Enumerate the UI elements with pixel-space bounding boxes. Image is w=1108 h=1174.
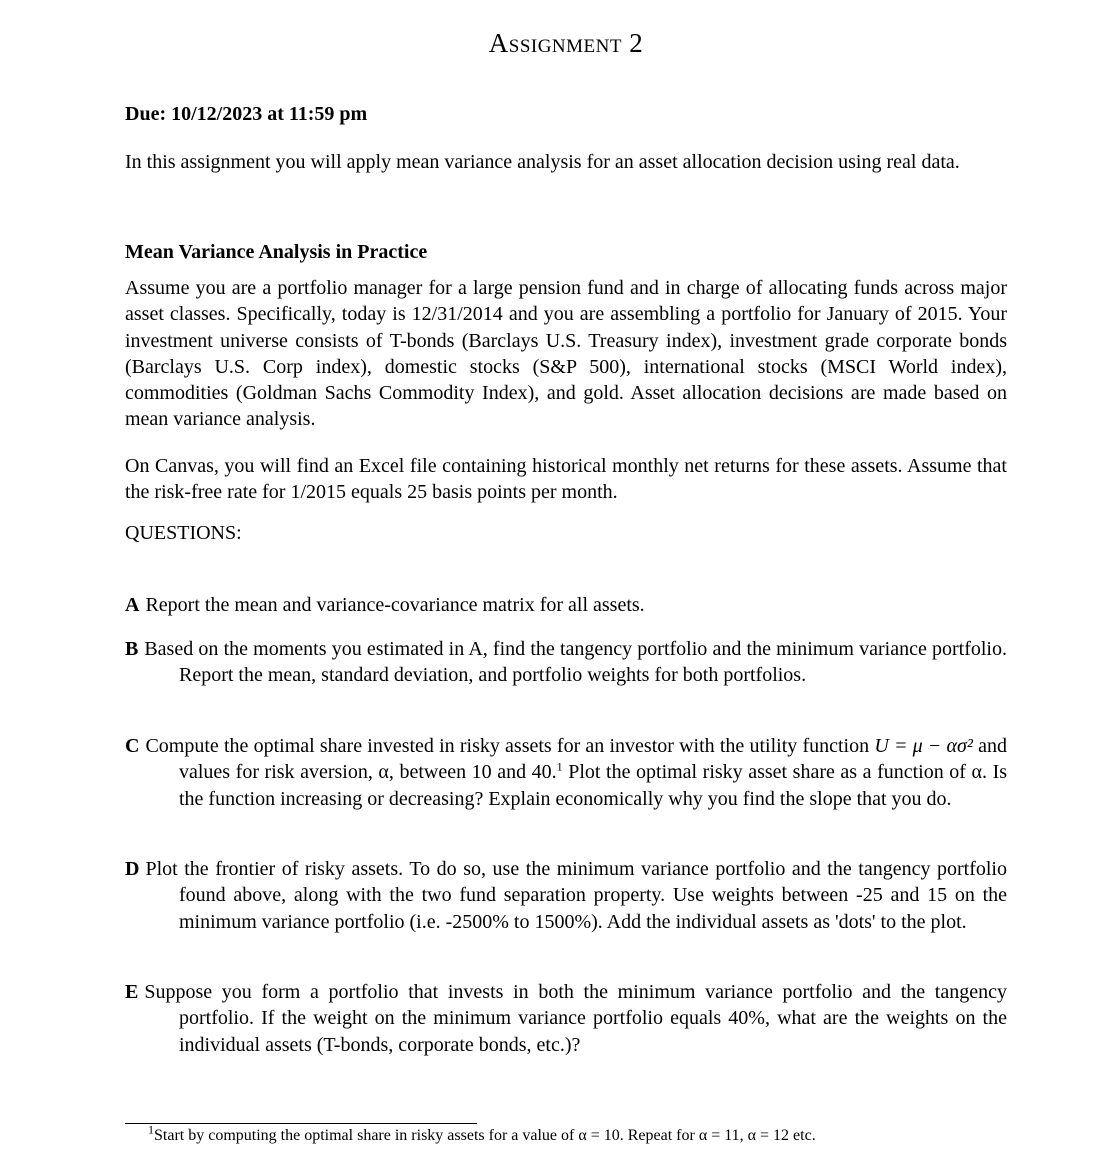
- intro-paragraph: In this assignment you will apply mean variance analysis for an asset allocation decision using real data.: [125, 151, 960, 173]
- question-label: A: [125, 594, 140, 616]
- question-text: Suppose you form a portfolio that invests in both the minimum variance portfolio and the tangency portfolio. If the weight on the minimum variance portfolio equals 40%, what are the weights on the individual assets (T-bonds, corporate bonds, etc.)?: [144, 981, 1007, 1056]
- footnote-divider: [125, 1123, 477, 1124]
- question-text: Based on the moments you estimated in A, find the tangency portfolio and the minimum variance portfolio. Report the mean, standard deviation, and portfolio weights for both portfolios.: [144, 638, 1007, 687]
- question-label: E: [125, 981, 139, 1003]
- question-text: Plot the optimal risky asset share as a function of α. Is the function increasing or decreasing? Explain economically why you find the slope that you do.: [179, 761, 1008, 810]
- footnote-mark: 1: [556, 759, 563, 774]
- footnote: [148, 1122, 1028, 1145]
- section-heading: Mean Variance Analysis in Practice: [125, 241, 428, 263]
- footnote-text: Start by computing the optimal share in risky assets for a value of α = 10. Repeat for α = 11, α = 12 etc.: [154, 1127, 816, 1144]
- question-b: [125, 636, 1007, 689]
- question-text: Plot the frontier of risky assets. To do so, use the minimum variance portfolio and the tangency portfolio found above, along with the two fund separation property. Use weights between -25 and 15 on the minimum variance portfolio (i.e. -2500% to 1500%). Add the individual assets as 'dots' to the plot.: [145, 858, 1007, 933]
- canvas-paragraph: On Canvas, you will find an Excel file containing historical monthly net returns for these assets. Assume that the risk-free rate for 1/2015 equals 25 basis points per month.: [125, 455, 1007, 504]
- question-text: and values for risk aversion, α, between 10 and 40.: [179, 735, 1008, 784]
- question-text: Compute the optimal share invested in risky assets for an investor with the utility function: [145, 735, 870, 757]
- page-title: Assignment 2: [488, 28, 644, 58]
- question-a: [125, 592, 1007, 618]
- question-label: D: [125, 858, 140, 880]
- question-d: [125, 856, 1007, 935]
- footnote-mark: 1: [148, 1122, 154, 1137]
- utility-formula: U = μ − ασ²: [874, 735, 973, 757]
- question-text: Report the mean and variance-covariance matrix for all assets.: [145, 594, 645, 616]
- question-c: [125, 733, 1007, 812]
- due-date: Due: 10/12/2023 at 11:59 pm: [125, 103, 368, 125]
- question-e: [125, 979, 1007, 1058]
- questions-heading: QUESTIONS:: [125, 522, 242, 544]
- question-label: B: [125, 638, 139, 660]
- section-body: Assume you are a portfolio manager for a large pension fund and in charge of allocating funds across major asset classes. Specifically, today is 12/31/2014 and you are assembling a portfolio for January of 2015. Your investment universe consists of T-bonds (Barclays U.S. Treasury index), investment grade corporate bonds (Barclays U.S. Corp index), domestic stocks (S&P 500), international stocks (MSCI World index), commodities (Goldman Sachs Commodity Index), and gold. Asset allocation decisions are made based on mean variance analysis.: [125, 277, 1007, 431]
- question-label: C: [125, 735, 140, 757]
